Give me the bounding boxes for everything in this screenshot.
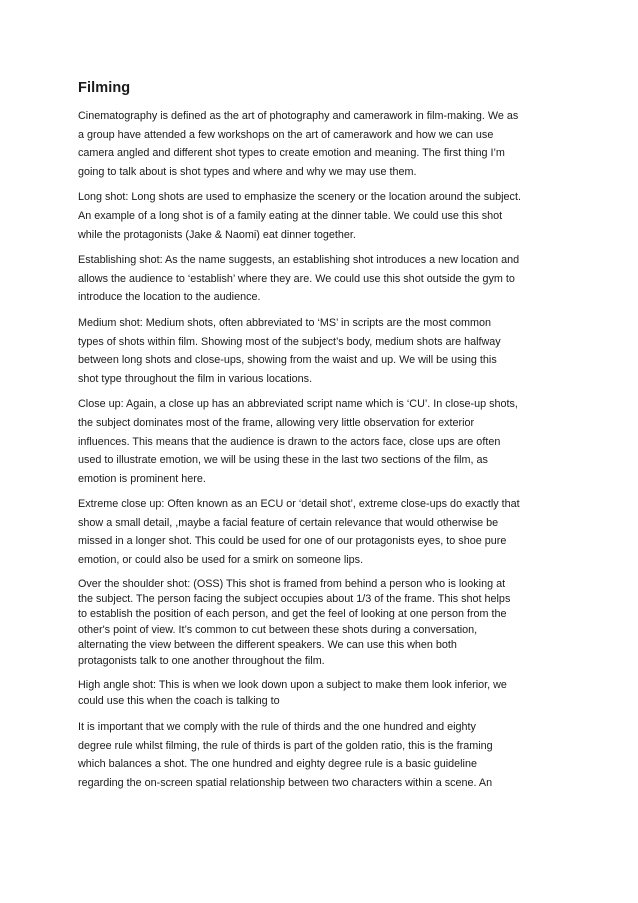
document-title: Filming [78, 80, 131, 96]
paragraph [78, 577, 560, 669]
text-line: used to illustrate emotion, we will be using these in the last two sections of the film, as [78, 454, 488, 467]
paragraph [78, 188, 560, 244]
text-line: while the protagonists (Jake & Naomi) eat dinner together. [78, 228, 356, 241]
text-line: Medium shot: Medium shots, often abbreviated to ‘MS’ in scripts are the most common [78, 316, 492, 329]
text-line: degree rule whilst filming, the rule of thirds is part of the golden ratio, this is the framing [78, 739, 493, 752]
text-line: emotion is prominent here. [78, 472, 206, 485]
text-line: High angle shot: This is when we look down upon a subject to make them look inferior, we [78, 679, 507, 692]
paragraph [78, 395, 560, 488]
text-line: show a small detail, ,maybe a facial feature of certain relevance that would otherwise be [78, 516, 499, 529]
paragraph [78, 107, 560, 181]
text-line: other's point of view. It’s common to cut between these shots during a conversation, [78, 623, 478, 636]
text-line: camera angled and different shot types to create emotion and meaning. The first thing I’m [78, 147, 505, 160]
text-line: influences. This means that the audience is drawn to the actors face, close ups are often [78, 435, 501, 448]
text-line: Cinematography is defined as the art of photography and camerawork in film-making. We as [78, 110, 519, 122]
text-line: regarding the on-screen spatial relationship between two characters within a scene. An [78, 776, 493, 789]
text-line: a group have attended a few workshops on the art of camerawork and how we can use [78, 128, 494, 141]
document-body [78, 107, 560, 792]
text-line: alternating the view between the different speakers. We can use this when both [78, 639, 457, 652]
text-line: Close up: Again, a close up has an abbreviated script name which is ‘CU’. In close-up shots, [78, 398, 518, 411]
text-line: Over the shoulder shot: (OSS) This shot is framed from behind a person who is looking at [78, 577, 506, 590]
text-line: Extreme close up: Often known as an ECU or ‘detail shot’, extreme close-ups do exactly that [78, 498, 520, 511]
paragraph [78, 718, 560, 792]
paragraph [78, 495, 560, 569]
text-line: to establish the position of each person, and get the feel of looking at one person from the [78, 608, 507, 621]
text-line: types of shots within film. Showing most of the subject’s body, medium shots are halfway [78, 335, 501, 348]
text-line: emotion, or could also be used for a smirk on someone lips. [78, 554, 364, 567]
text-line: introduce the location to the audience. [78, 291, 261, 304]
text-line: going to talk about is shot types and where and why we may use them. [78, 165, 417, 178]
text-line: protagonists talk to one another throughout the film. [78, 654, 325, 667]
text-line: An example of a long shot is of a family eating at the dinner table. We could use this shot [78, 209, 503, 222]
text-line: the subject. The person facing the subject occupies about 1/3 of the frame. This shot helps [78, 593, 511, 606]
text-line: Long shot: Long shots are used to emphasize the scenery or the location around the subject. [78, 191, 521, 204]
text-line: the subject dominates most of the frame, allowing very little observation for exterior [78, 416, 475, 429]
text-line: Establishing shot: As the name suggests, an establishing shot introduces a new location and [78, 254, 520, 267]
text-line: could use this when the coach is talking to [78, 694, 280, 707]
text-line: between long shots and close-ups, showing from the waist and up. We will be using this [78, 354, 497, 367]
text-line: which balances a shot. The one hundred and eighty degree rule is a basic guideline [78, 758, 477, 771]
paragraph [78, 251, 560, 307]
text-line: It is important that we comply with the rule of thirds and the one hundred and eighty [78, 720, 476, 733]
paragraph [78, 314, 560, 388]
text-line: shot type throughout the film in various locations. [78, 372, 313, 385]
text-line: missed in a longer shot. This could be used for one of our protagonists eyes, to shoe pure [78, 535, 507, 548]
paragraph [78, 678, 560, 709]
text-line: allows the audience to ‘establish’ where they are. We could use this shot outside the gym to [78, 272, 515, 285]
